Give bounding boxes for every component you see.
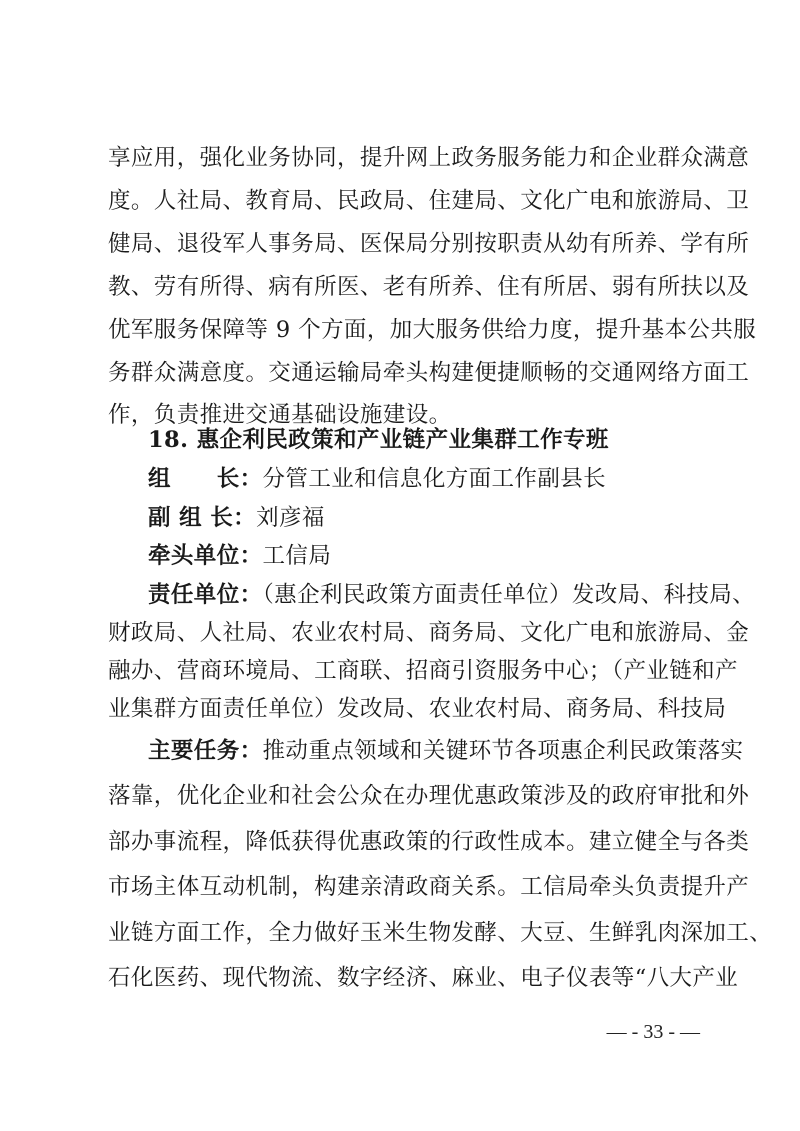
paragraph-line: 优军服务保障等 9 个方面，加大服务供给力度，提升基本公共服: [108, 317, 757, 343]
resp-line: 业集群方面责任单位）发改局、农业农村局、商务局、科技局: [108, 696, 727, 722]
resp-text: （惠企利民政策方面责任单位）发改局、科技局、: [262, 582, 756, 608]
task-line: 市场主体互动机制，构建亲清政商关系。工信局牵头负责提升产: [108, 874, 750, 900]
task-line: 落靠，优化企业和社会公众在办理优惠政策涉及的政府审批和外: [108, 783, 750, 809]
paragraph-line: 作，负责推进交通基础设施建设。: [108, 402, 452, 428]
resp-line: 财政局、人社局、农业农村局、商务局、文化广电和旅游局、金: [108, 620, 750, 646]
deputy-value: 刘彦福: [256, 505, 325, 531]
task-row: [148, 736, 744, 766]
page-number: — - 33 - —: [606, 1021, 700, 1043]
lead-unit-value: 工信局: [262, 543, 332, 569]
resp-label: 责任单位：: [148, 582, 263, 608]
paragraph-line: 健局、退役军人事务局、医保局分别按职责从幼有所养、学有所: [108, 231, 750, 257]
leader-row: [148, 464, 700, 494]
paragraph-line: 务群众满意度。交通运输局牵头构建便捷顺畅的交通网络方面工: [108, 360, 750, 386]
lead-unit-label: 牵头单位：: [148, 543, 263, 569]
leader-value: 分管工业和信息化方面工作副县长: [262, 466, 607, 492]
deputy-row: [148, 503, 700, 533]
task-line: 业链方面工作，全力做好玉米生物发酵、大豆、生鲜乳肉深加工、: [108, 920, 773, 946]
resp-row: [148, 580, 756, 610]
paragraph-line: 度。人社局、教育局、民政局、住建局、文化广电和旅游局、卫: [108, 188, 750, 214]
task-label: 主要任务：: [148, 738, 263, 764]
paragraph-line: 教、劳有所得、病有所医、老有所养、住有所居、弱有所扶以及: [108, 274, 750, 300]
task-text: 推动重点领域和关键环节各项惠企利民政策落实: [262, 738, 744, 764]
task-line: 石化医药、现代物流、数字经济、麻业、电子仪表等“八大产业: [108, 965, 739, 991]
paragraph-line: 享应用，强化业务协同，提升网上政务服务能力和企业群众满意: [108, 145, 750, 171]
section-heading: 18. 惠企利民政策和产业链产业集群工作专班: [148, 427, 609, 453]
resp-line: 融办、营商环境局、工商联、招商引资服务中心；（产业链和产: [108, 658, 738, 684]
task-line: 部办事流程，降低获得优惠政策的行政性成本。建立健全与各类: [108, 829, 750, 855]
lead-unit-row: [148, 541, 700, 571]
deputy-label: 副 组 长：: [148, 505, 257, 531]
leader-label: 组 长：: [148, 466, 263, 492]
